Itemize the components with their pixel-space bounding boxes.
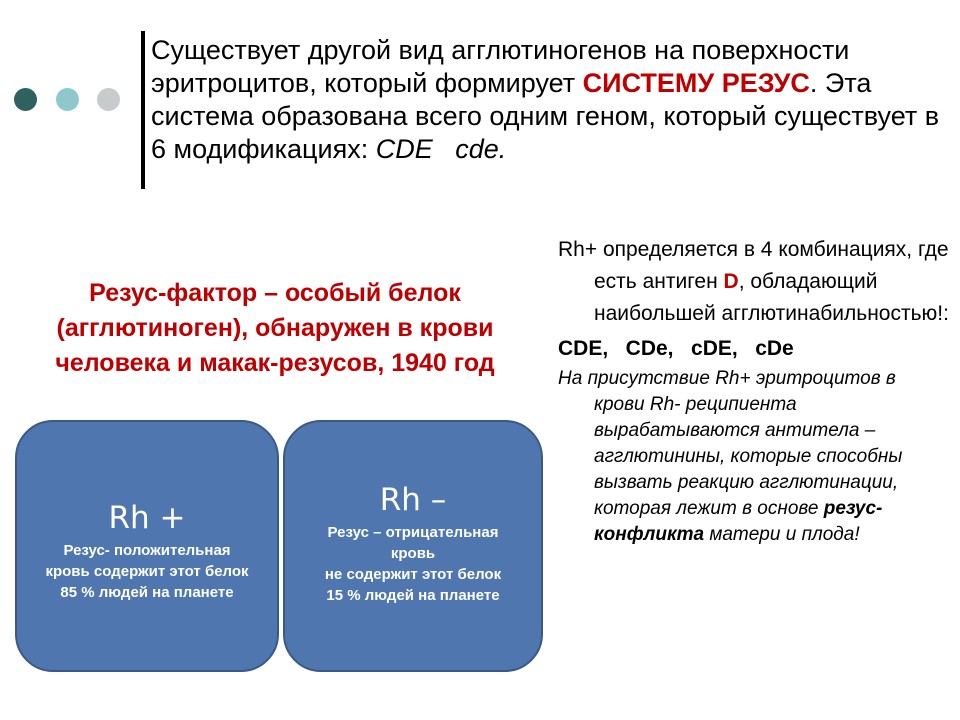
rh-plus-text-a: Rh+ определяется в 4 комбинациях, где есть антиген bbox=[558, 238, 949, 293]
rh-negative-line2: кровь bbox=[390, 545, 436, 562]
rh-negative-line1: Резус – отрицательная bbox=[327, 524, 499, 541]
rh-factor-heading: Резус-фактор – особый белок (агглютиноген), обнаружен в крови человека и макак-резусов, 1940 год bbox=[55, 279, 495, 377]
rh-positive-line1: Резус- положительная bbox=[63, 542, 231, 559]
title-accent-bar bbox=[141, 31, 145, 189]
rh-positive-line2: кровь содержит этот белок bbox=[45, 563, 249, 580]
rh-conflict-term: резус-конфликта bbox=[594, 498, 883, 545]
decorative-dot-teal bbox=[56, 88, 79, 111]
antigen-d: D bbox=[723, 270, 739, 293]
rh-negative-box bbox=[283, 420, 543, 672]
rh-positive-desc bbox=[17, 540, 277, 603]
title-highlight: СИСТЕМУ РЕЗУС bbox=[582, 68, 810, 98]
decorative-dot-gray bbox=[97, 88, 120, 111]
antibody-text-b: матери и плода! bbox=[704, 524, 860, 545]
rh-positive-line3: 85 % людей на планете bbox=[60, 584, 234, 601]
rh-plus-text-b: , обладающий наибольшей агглютинабильностью!: bbox=[594, 270, 949, 325]
combinations-line: CDE, CDe, cDE, cDe bbox=[558, 337, 794, 360]
antibody-paragraph bbox=[558, 366, 950, 548]
rh-negative-line3: не содержит этот белок bbox=[324, 566, 502, 583]
antibody-text-a: На присутствие Rh+ эритроцитов в крови Rh- реципиента вырабатываются антитела – агглютинины, которые способны вызвать реакцию агглютинации, которая лежит в основе bbox=[558, 368, 903, 519]
title-genes: CDE cde. bbox=[375, 134, 507, 164]
rh-negative-desc bbox=[285, 522, 541, 606]
slide-title bbox=[151, 34, 951, 166]
title-text-a: Существует другой вид агглютиногенов на поверхности эритроцитов, который формирует bbox=[151, 35, 850, 98]
title-text-b: . Эта система образована всего одним геном, который существует в 6 модификациях: bbox=[151, 68, 940, 164]
rh-positive-box bbox=[15, 420, 279, 672]
decorative-dot-dark bbox=[14, 88, 37, 111]
rh-plus-paragraph bbox=[558, 234, 950, 330]
rh-negative-label: Rh – bbox=[379, 482, 447, 518]
rh-negative-line4: 15 % людей на планете bbox=[326, 587, 500, 604]
right-column bbox=[558, 234, 950, 548]
rh-positive-label: Rh + bbox=[108, 500, 186, 536]
